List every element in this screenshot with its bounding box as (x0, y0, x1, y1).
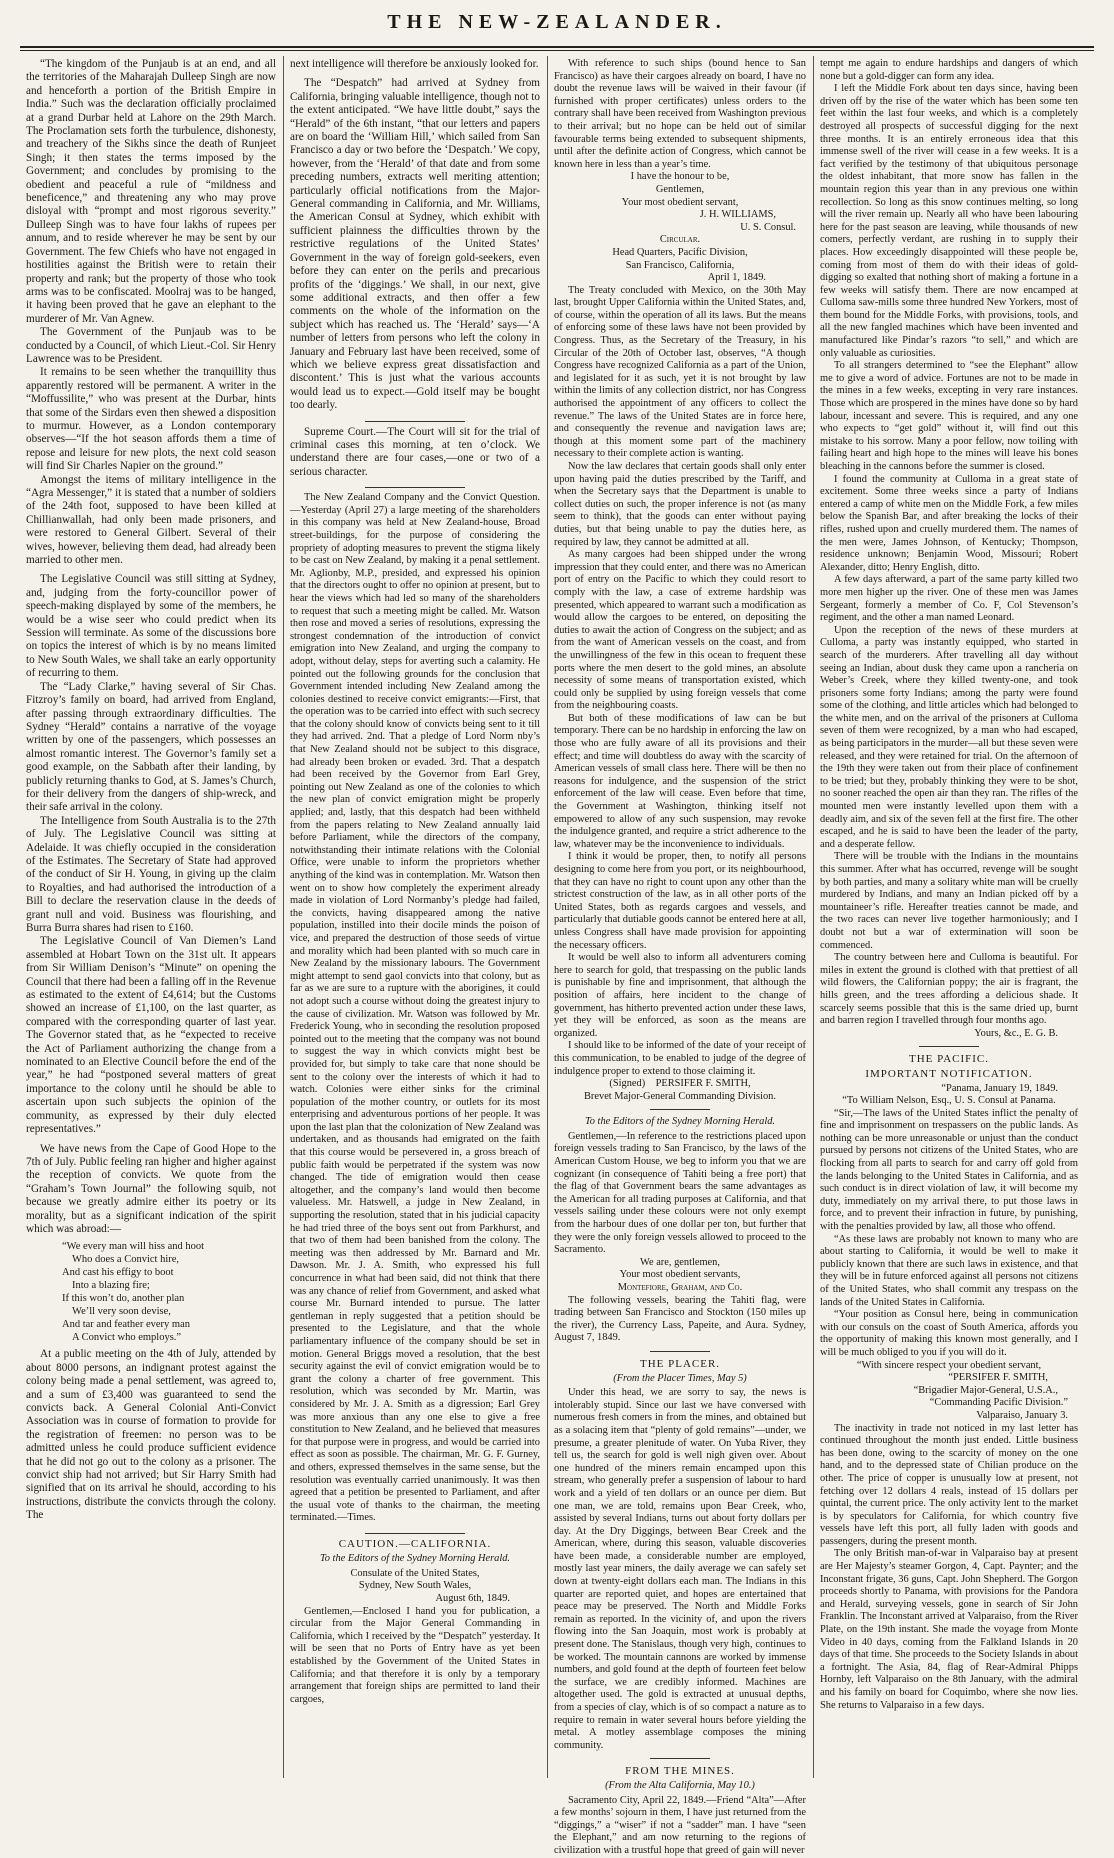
paragraph: I found the community at Culloma in a great state of excitement. Some three weeks since a party of Indians entered a camp of white men on the Middle Fork, a few miles below the Spanish Bar, and after breaking the locks of their rifles, rushed upon and cruelly murdered them. The names of the men were, James Johnson, of Kentucky; Thompson, residence unknown; Benjamin Wood, Missouri; Robert Alexander, ditto; Henry English, ditto. (820, 473, 1078, 573)
paragraph: Supreme Court.—The Court will sit for the trial of criminal cases this morning, at ten o’clock. We understand there are four cases,—one or two of a serious character. (290, 425, 540, 478)
signature: Yours, &c., E. G. B. (974, 1027, 1058, 1039)
paragraph: “Sir,—The laws of the United States inflict the penalty of fine and imprisonment on trespassers on the public lands. As nothing can be more unreasonable or unjust than the conduct pursued by persons not citizens of the United States, who are flocking from all parts to search for and carry off gold from the lands belonging to the United States in California, and as such conduct is in direct violation of law, it will become my duty, immediately on my arrival there, to put those laws in force, and to prevent their infraction in future, by punishing, with the penalties provided by law, all those who offend. (820, 1107, 1078, 1233)
letter-closing: Gentlemen, (655, 183, 705, 195)
column-4 (820, 58, 1078, 1778)
poem-line: Who does a Convict hire, (72, 1254, 180, 1266)
letter-address: Sydney, New South Wales, (358, 1580, 472, 1592)
signature: J. H. WILLIAMS, (699, 209, 776, 221)
paragraph: tempt me again to endure hardships and dangers of which none but a gold-digger can form any idea. (820, 58, 1078, 82)
paragraph: “The kingdom of the Punjaub is at an end, and all the territories of the Maharajah Dulleep Singh are now and henceforth a portion of the British Empire in India.” Such was the declaration officially proclaimed at a grand Durbar held at Lahore on the 29th March. The Proclamation sets forth the turbulence, dishonesty, and treachery of the Sikhs since the death of Runjeet Singh; it then states the terms imposed by the Government; and concludes by promising to the obedient and peaceful a rule of “mildness and beneficence,” and threatening any who may prove disloyal with “prompt and most rigorous severity.” Dulleep Singh was to have four lakhs of rupees per annum, and to reside wherever he may be sent by our Government. The few Chiefs who have not engaged in hostilities against the British were to retain their property and rank; but the property of those who took arms was to be confiscated. Moolraj was to be hanged, it having been proved that he gave an elephant to the murderer of Mr. Van Agnew. (26, 58, 276, 325)
paragraph: With reference to such ships (bound hence to San Francisco) as have their cargoes already on board, I have no doubt the revenue laws will be waived in their favour (if furnished with proper certificates) unless orders to the contrary shall have been received from Washington previous to their arrival; but no hope can be held out of similar favourable terms being extended to subsequent shipments, until after the definite action of Congress, which cannot be known here in less than a year’s time. (554, 58, 807, 170)
section-heading: IMPORTANT NOTIFICATION. (865, 1067, 1033, 1080)
paragraph: It remains to be seen whether the tranquillity thus apparently restored will be permanent. A writer in the “Moffussilite,” who was present at the Durbar, hints that some of the Sirdars even then shewed a disposition to murmur. However, as a London contemporary observes—“If the hot season affords them a time of repose and leisure for new plots, the next cold season will find Sir Charles Napier on the ground.” (26, 366, 276, 473)
paragraph: I should like to be informed of the date of your receipt of this communication, to be enabled to judge of the degree of indulgence proper to extend to those claiming it. (554, 1040, 806, 1077)
section-heading: FROM THE MINES. (625, 1765, 735, 1778)
paragraph: The “Lady Clarke,” having several of Sir Chas. Fitzroy’s family on board, had arrived from England, after passing through extraordinary difficulties. The Sydney “Herald” contains a narrative of the voyage written by one of the passengers, which possesses an almost romantic interest. The Governor’s family set a good example, on the Sabbath after their landing, by publicly returning thanks to God, at S. James’s Church, for their delivery from the dangers of ship-wreck, and their safe arrival in the colony. (26, 680, 276, 814)
signature-name: PERSIFER F. SMITH, (655, 1078, 751, 1090)
signature: Montefiore, Graham, and Co. (617, 1282, 743, 1293)
paragraph: To all strangers determined to “see the Elephant” allow me to give a word of advice. Fortunes are not to be made in the mines in a few weeks, excepting in very rare instances. Those which are prospered in the mines have done so by hard labour, incessant and severe. This is required, and any one who expects to “get gold” without it, will find out this mistake to his sorrow. Many a poor fellow, now toiling with failing heart and high hope to the mines will leave his bones bleaching in the cannons before the summer is closed. (820, 360, 1078, 472)
paragraph: The Legislative Council was still sitting at Sydney, and, judging from the forty-councillor power of speech-making displayed by some of the members, he would be a wise seer who could predict when its Session will terminate. As some of the discussions bore on topics the interest of which is by no means limited to New South Wales, we shall take an early opportunity of recurring to them. (26, 573, 276, 680)
paragraph: I left the Middle Fork about ten days since, having been driven off by the rise of the water which has been some ten feet within the last four weeks, and which is a completely destroyed all prospects of successful digging for the next three months. It is an entirely erroneous idea that this immense swell of the river will cease in a few weeks. It is a fact verified by the testimony of that ubiquitous personage the oldest inhabitant, that more snow has fallen in the mountain region this year than in any previous one within recollection. So long as this snow continues melting, so long will the river remain up. Nearly all who have been labouring here for the past season are leaving, while thousands of new comers, perfectly verdant, are rushing in to supply their places. How exceedingly disappointed will these people be, coming from most of them do with their ideas of gold-digging so exalted that nothing short of making a fortune in a few weeks will satisfy them. There are now encamped at Culloma saw-mills some three hundred New Yorkers, most of them bound for the Middle Forks, with provisions, tools, and all the new fangled machines which have been invented and manufactured like Pindar’s razors “to sell,” and which are only valuable as curiosities. (820, 83, 1078, 359)
paragraph: The Government of the Punjaub was to be conducted by a Council, of which Lieut.-Col. Sir Henry Lawrence was to be President. (26, 326, 276, 365)
letter-date: August 6th, 1849. (435, 1593, 510, 1605)
poem (26, 1240, 276, 1344)
paragraph: The following vessels, bearing the Tahiti flag, were trading between San Francisco and Stockton (150 miles up the river), the Currency Lass, Papeite, and Aura. Sydney, August 7, 1849. (554, 1294, 806, 1344)
poem-line: Into a blazing fire; (72, 1280, 150, 1292)
letter-closing: “With sincere respect your obedient servant, (856, 1359, 1042, 1371)
poem-line: If this won’t do, another plan (62, 1293, 185, 1305)
letter-address: “To William Nelson, Esq., U. S. Consul at Panama. (842, 1095, 1056, 1107)
section-heading: THE PLACER. (639, 1357, 721, 1370)
section-heading: THE PACIFIC. (908, 1053, 990, 1066)
letter-closing: Your most obedient servants, (619, 1269, 741, 1281)
paragraph: It would be well also to inform all adventurers coming here to search for gold, that trespassing on the public lands is punishable by fine and imprisonment, that although the position of affairs, here incident to the change of government, has hitherto prevented action under these laws, yet they will be enforced, as soon as the means are organized. (554, 952, 806, 1039)
paragraph: The Intelligence from South Australia is to the 27th of July. The Legislative Council was sitting at Adelaide. It was chiefly occupied in the consideration of the Estimates. The Secretary of State had approved of the conduct of Sir H. Young, in giving up the claim to Royalties, and had authorised the introduction of a Bill to declare the reservation clause in the deeds of grant null and void. Business was flourishing, and Burra Burra shares had risen to £160. (26, 814, 276, 934)
paragraph: At a public meeting on the 4th of July, attended by about 8000 persons, an indignant protest against the colony being made a penal settlement, was agreed to, and a sum of £3,400 was guaranteed to send the convicts back. A General Colonial Anti-Convict Association was in course of formation to provide for the registration of freemen: no person was to be admitted unless he could produce sufficient evidence that he did not go out to the colony as a prisoner. The convict ship had not arrived; but Sir Harry Smith had signified that on its arrival he should, according to his instructions, distribute the convicts through the colony. The (26, 1348, 276, 1522)
poem-line: We’ll very soon devise, (72, 1306, 171, 1318)
paragraph: Amongst the items of military intelligence in the “Agra Messenger,” it is stated that a number of soldiers of the 24th foot, supposed to have been killed at Chillianwallah, had only been made prisoners, and were restored to General Gilbert. Several of their wives, however, believing them dead, had already been married to other men. (26, 473, 276, 567)
poem-line: A Convict who employs.” (72, 1332, 182, 1344)
paragraph: next intelligence will therefore be anxiously looked for. (290, 58, 539, 70)
column-1 (26, 58, 276, 1778)
column-divider (813, 56, 814, 1778)
signature-title: U. S. Consul. (740, 221, 796, 233)
section-subheading: To the Editors of the Sydney Morning Herald. (584, 1116, 776, 1128)
section-heading: Circular. (659, 234, 701, 246)
paragraph: “Your position as Consul here, being in communication with our consuls on the coast of South America, affords you the opportunity of making this known most generally, and I will be much obliged to you if you will do it. (820, 1309, 1078, 1358)
paragraph: The inactivity in trade not noticed in my last letter has continued throughout the month just ended. Little business has been done, owing to the scarcity of money on the one hand, and to the depressed state of Chilian produce on the other. The price of copper is unusually low at present, not fetching over 12 dollars 4 reals, instead of 15 dollars per quintal, the current price. The only activity lent to the market is by speculators for California, for which country five vessels have left this port, all fully laden with goods and passengers, during the present month. (820, 1422, 1078, 1547)
letter-address: San Francisco, California, (625, 259, 735, 271)
section-heading: CAUTION.—CALIFORNIA. (338, 1537, 492, 1550)
paragraph: I think it would be proper, then, to notify all persons designing to come here from you port, or its neighbourhood, that they can have no right to count upon any other than the strictest construction of the law, as in all other ports of the United States, both as regards cargoes and vessels, and particularly that dutiable goods cannot be entered here at all, unless Congress shall have made provision for appointing the necessary officers. (554, 851, 806, 951)
paragraph: The Treaty concluded with Mexico, on the 30th May last, brought Upper California within the United States, and, of course, within the operation of all its laws. But the means of enforcing some of these laws have not been provided by Congress. Thus, as the Secretary of the Treasury, in his Circular of the 20th of October last, observes, “A though Congress have recognized California as a part of the Union, and legislated for it as such, yet it is not brought by law within the limits of any collection district, nor has Congress authorised the appointment of any officers to collect the revenue.” The laws of the United States are in force here, and consequently the revenue and navigation laws are; though at this moment some part of the machinery necessary to their complete action is wanting. (554, 284, 806, 460)
poem-line: And tar and feather every man (62, 1319, 190, 1331)
section-subheading: (From the Alta California, May 10.) (605, 1779, 755, 1791)
paragraph: The Legislative Council of Van Diemen’s Land assembled at Hobart Town on the 31st ult. It appears from Sir William Denison’s “Minute” on opening the Council that there had been a falling off in the Revenue as estimated to the extent of £4,614; but the Customs showed an increase of £1,100, on the last quarter, as compared with the corresponding quarter of last year. The Governor stated that, as he “expected to receive the Act of Parliament authorizing the change from a nominated to an Elective Council before the end of the year,” he had “postponed several matters of great importance to the colony until he should be able to ascertain upon such subjects the opinion of the community, as expressed by their duly elected representatives.” (26, 935, 276, 1136)
paragraph: Under this head, we are sorry to say, the news is intolerably stupid. Since our last we have conversed with numerous fresh comers in from the mines, and obtained but as a solacing item that “plenty of gold remains”—under, we presume, a greater plenitude of water. On Yuba River, they tell us, the search for gold is well nigh given over. About one hundred of the miners remain encamped upon this stream, who generally prefer a suspension of labour to hard work and a yield of ten dollars or an ounce per diem. But one man, we are told, remains upon Bear Creek, who, assisted by several Indians, turns out about forty dollars per day. At the Dry Diggings, between Bear Creek and the American, where, during this season, valuable discoveries have been made, a considerable number are employed, mostly last year miners, the daily average we can safely set down at twenty-eight dollars each man. The Indians in this quarter are reported quiet, and hopes are entertained that peace may be preserved. The North and Middle Forks remain as reported. In the vicinity of, and upon the rivers flowing into the San Joaquin, most work is probably at present done. The Stanislaus, though very high, continues to be worked. The mountain cannons are worked by immense numbers, and gold found at the depth of fourteen feet below the surface, we are credibly informed. Machines are altogether used. The gold is extracted at unusual depths, from a species of clay, which is of so compact a nature as to require to remain in water several hours before yielding the metal. A motley assemblage composes the mining community. (554, 1387, 806, 1751)
letter-closing: I have the honour to be, (630, 171, 730, 183)
masthead-rule-thin (20, 50, 1094, 51)
paragraph: But both of these modifications of law can be but temporary. There can be no hardship in enforcing the law on those who are fully aware of all its provisions and their effect; and time will doubtless do away with the scarcity of American vessels of small class here. There will be then no reasons for indulgence, and the suspension of the strict enforcement of the law will cease. Even before that time, the Government at Washington, thinking itself not empowered to allow of any such suspension, may revoke the indulgence granted, and require a strict adherence to the law, whatever may be the inconvenience to individuals. (554, 712, 806, 850)
paragraph: Now the law declares that certain goods shall only enter upon having paid the duties prescribed by the Tariff, and when the Secretary says that the Department is unable to collect duties on such, the proper inference is not (as many seem to think), that the goods can enter without paying duties, but that being unable to pay the duties here, as required by law, they cannot be admitted at all. (554, 461, 806, 548)
paragraph: A few days afterward, a part of the same party killed two more men higher up the river. One of these men was James Sergeant, formerly a member of Co. F, Col Stevenson’s regiment, and the other a man named Leonard. (820, 574, 1078, 624)
letter-address: Consulate of the United States, (350, 1567, 480, 1579)
letter-date: Valparaiso, January 3. (976, 1409, 1068, 1421)
paragraph: “As these laws are probably not known to many who are about starting to California, it would be well to make it publicly known that there are such laws in existence, and that they will be in future enforced against all persons not citizens of the United States, who shall commit any trespass on the lands of the United States in California. (820, 1233, 1078, 1308)
column-divider (283, 56, 284, 1778)
letter-closing: Your most obedient servant, (621, 196, 739, 208)
section-subheading: To the Editors of the Sydney Morning Herald. (319, 1553, 511, 1565)
column-2 (290, 58, 540, 1778)
poem-line: “We every man will hiss and hoot (62, 1241, 205, 1253)
paragraph: The “Despatch” had arrived at Sydney from California, bringing valuable intelligence, though not to the extent anticipated. “We have little doubt,” says the “Herald” of the 6th instant, “that our letters and papers are on board the ‘William Hill,’ which sailed from San Francisco a day or two before the ‘Despatch.’ We copy, however, from the ‘Herald’ of that date and from some preceding numbers, extracts well meriting attention; particularly official notifications from the Major-General commanding in California, and Mr. Williams, the American Consul at Sydney, which exhibit with sufficient plainness the difficulties thrown by the restrictive regulations of the United States’ Government in the way of foreign gold-seekers, even before they can enter on the perils and precarious profits of the ‘diggings.’ We shall, in our next, give some additional extracts, and then offer a few comments on the whole of the information on the subject which has reached us. The ‘Herald’ says—‘A number of letters from persons who left the colony in January and February last have been received, some of which we believe express great dissatisfaction and discontent.’ This is just what the various accounts would lead us to expect.—Gold itself may be bought too dearly. (290, 77, 540, 412)
paragraph: We have news from the Cape of Good Hope to the 7th of July. Public feeling ran higher and higher against the reception of convicts. We quote from the “Graham’s Town Journal” the following squib, not because we greatly admire either its poetry or its morality, but as a significant indication of the spirit which was abroad:— (26, 1142, 276, 1235)
paragraph: Gentlemen,—Enclosed I hand you for publication, a circular from the Major General Commanding in California, which I received by the “Despatch” yesterday. It will be seen that no Ports of Entry have as yet been established by the Government of the United States in California; and that therefore it is only by a temporary arrangement that foreign ships are permitted to land their cargoes, (290, 1605, 540, 1705)
letter-date: April 1, 1849. (707, 272, 766, 284)
signed-label: (Signed) (609, 1078, 646, 1090)
column-3 (554, 58, 807, 1856)
signature: “PERSIFER F. SMITH, (948, 1372, 1048, 1384)
paragraph: The country between here and Culloma is beautiful. For miles in extent the ground is clothed with that prettiest of all wild flowers, the Californian poppy; the air is fragrant, the hills green, and the trees affording a delicious shade. It scarcely seems possible that this is the same dried up, burnt and barren region I travelled through four months ago. (820, 952, 1078, 1027)
paragraph: The New Zealand Company and the Convict Question.—Yesterday (April 27) a large meeting of the shareholders in this company was held at New Zealand-house, Broad street-buildings, for the purpose of considering the propriety of adopting measures to prevent the stigma likely to be cast on New Zealand, by making it a penal settlement. Mr. Aglionby, M.P., presided, and expressed his opinion that the directors ought to offer no opinion at present, but to hear the views which had led so many of the shareholders to request that such a meeting might be called. Mr. Watson then rose and moved a series of resolutions, expressing the strongest condemnation of the introduction of convict emigration into New Zealand, and urging the company to adopt, without delay, steps for averting such a calamity. He pointed out the following grounds for the conclusion that Government intended including New Zealand among the colonies destined to receive convict emigrants:—First, that the operation was to be carried into effect with such secrecy that the colony should know of convicts being sent to it till they had arrived. 2nd. That a pledge of Lord Norm nby’s that New Zealand should not be subject to this disgrace, had already been broken or evaded. 3rd. That a despatch had been received by the Governor from Earl Grey, pointing out New Zealand as one of the colonies to which the new plan of convict emigration might be properly applied; and, lastly, that this despatch had been withheld from the papers relating to New Zealand annually laid before Parliament, while the directors of the company, notwithstanding their intimate relations with the Colonial Office, were unable to inform the proprietors whether anything of the kind was in contemplation. Mr. Watson then went on to show how completely the experiment already made in violation of Lord Normanby’s pledge had failed, the convicts, having disappeared among the native population, instilled into their docile minds the poison of vice, and prepared the destruction of those seeds of virtue and morality which had been planted with so much care in New Zealand by the missionary labours. The Government might attempt to send gaol convicts into that colony, but as far as we are sure to a rupture with the aborigines, it could not adopt such a course without doing the greatest injury to the cause of civilization. Mr. Watson was followed by Mr. Frederick Young, who in seconding the resolution proposed pointed out to the meeting that the company was not bound to suggest the way in which convicts might best be provided for, but simply to take care that none should be sent to the colony over the interests of which it had to watch. Colonies were either sinks for the criminal population of the mother country, or outlets for its most enterprising and adventurous portions of her people. It was upon the last plan that the colonization of New Zealand was undertaken, and as thousands had emigrated on the faith that this course would be persevered in, a gross breach of public faith would be perpetrated if the system was now changed. The tide of emigration would then cease altogether, and the company’s land would then become valueless. Mr. Hatswell, a judge in New Zealand, in supporting the resolution, stated that in his judicial capacity he had tried three of the boys sent out from Parkhurst, and that two of them had been banished from the colony. The meeting was then addressed by Mr. Barnard and Mr. Dawson. Mr. J. A. Smith, who expressed his full concurrence in what had been said, did not think that there was any chance of relief from Government, and asked what course Mr. Burnard intended to pursue. The latter gentleman in reply suggested that a petition should be presented to the Legislature, and that the whole parliamentary influence of the company should be set in motion. General Briggs moved a resolution, that the best security against the evil of convict emigration would be to grant the colony a charter of free government. This resolution, which was seconded by Mr. Martin, was considered by Mr. J. A. Smith as a digression; Earl Grey was more anxious than any one else to give a free constitution to New Zealand, and he believed that measures for that purpose were in progress, and would be carried into effect as soon as possible. The chairman, Mr. G. F. Gurney, and others, expressed themselves in the same sense, but the resolution was eventually carried unanimously. It was then agreed that a petition be presented to Parliament, and after the usual vote of thanks to the chairman, the meeting terminated.—Times. (290, 492, 540, 1524)
masthead-rule (20, 46, 1094, 48)
poem-line: And cast his effigy to boot (62, 1267, 174, 1279)
paragraph: Sacramento City, April 22, 1849.—Friend “Alta”—After a few months’ sojourn in them, I have just returned from the “diggings,” a “wiser” if not a “sadder” man. I have “seen the Elephant,” and am now returning to the regions of civilization with a trustful hope that greed of gain will never (554, 1794, 806, 1856)
signature-title: “Brigadier Major-General, U.S.A., (913, 1384, 1058, 1396)
column-divider (547, 56, 548, 1778)
paragraph: The only British man-of-war in Valparaiso bay at present are Her Majesty’s steamer Gorgon, 4, Capt. Paynter; and the Inconstant frigate, 36 guns, Capt. John Shepherd. The Gorgon proceeds shortly to Panama, with provisions for the Pandora and Herald, surveying vessels, gone in search of Sir John Franklin. The Inconstant arrived at Valparaiso, from the River Plate, on the 19th instant. She made the voyage from Monte Video in 40 days, coming from the Falkland Islands in 20 days of that time. She proceeds to the Society Islands in about a fortnight. The Asia, 84, flag of Rear-Admiral Phipps Hornby, left Valparaiso on the 8th January, with the admiral and his family on board for Coquimbo, where she now lies. She returns to Valparaiso in a few days. (820, 1548, 1078, 1711)
letter-closing: We are, gentlemen, (640, 1256, 720, 1268)
letter-date: “Panama, January 19, 1849. (941, 1082, 1058, 1094)
paragraph: As many cargoes had been shipped under the wrong impression that they could enter, and there was no American port of entry on the Pacific to which they could resort to comply with the law, a case of extreme hardship was presented, which appeared to warrant such a modification as would allow the cargoes to be entered, on depositing the duties to await the action of Congress on the subject; and as from the want of American vessels on the coast, and from the unwillingness of the few in this ocean to frequent these ports where the men desert to the gold mines, an absolute necessity of some means of transportation existed, which could only be supplied by using foreign vessels that come from the neighbouring coasts. (554, 549, 806, 712)
paragraph: Gentlemen,—In reference to the restrictions placed upon foreign vessels trading to San Francisco, by the laws of the American Custom House, we beg to inform you that we are cognizant (in consequence of Tahiti being a free port) that the flag of that Government bears the same advantages as the American for all trading purposes at California, and that vessels sailing under these colours were not only exempt from the harbour dues of one dollar per ton, but further that they were the only foreign vessels allowed to proceed to the Sacramento. (554, 1130, 806, 1256)
signature (554, 1078, 806, 1091)
signature-title: “Commanding Pacific Division.” (929, 1397, 1068, 1409)
paragraph: There will be trouble with the Indians in the mountains this summer. After what has occurred, revenge will be sought by both parties, and many a solitary white man will be cruelly murdered by Indians, and many an Indian picked off by a mountaineer’s rifle. Hereafter treaties cannot be made, and the two races can never live together harmoniously; and I doubt not but a war of extermination will soon be commenced. (820, 851, 1078, 951)
section-subheading: (From the Placer Times, May 5) (613, 1372, 747, 1384)
signature-title: Brevet Major-General Commanding Division. (584, 1090, 776, 1102)
letter-address: Head Quarters, Pacific Division, (612, 246, 748, 258)
masthead: THE NEW-ZEALANDER. (387, 11, 727, 33)
paragraph: Upon the reception of the news of these murders at Culloma, a party was instantly equipped, who started in search of the murderers. After travelling all day without seeing an Indian, about dusk they came upon a rancheria on Weber’s Creek, where they killed twenty-one, and took prisoners some forty Indians; among the party were found some of the clothing, and little articles which had belonged to the white men, and on the arrival of the prisoners at Culloma seven of them were recognized, by a man who had escaped, as being participators in the murder—all but these seven were released, and they were retained for trial. On the afternoon of the 19th they were taken out from their place of confinement to be tried; but they, probably thinking they were to be shot, no sooner reached the open air than they ran. The rifles of the mounted men were instantly levelled upon them with a deadly aim, and six of the seven fell at the first fire. The other escaped, and he is said to have been the leader of the party, and a desperate fellow. (820, 624, 1078, 850)
